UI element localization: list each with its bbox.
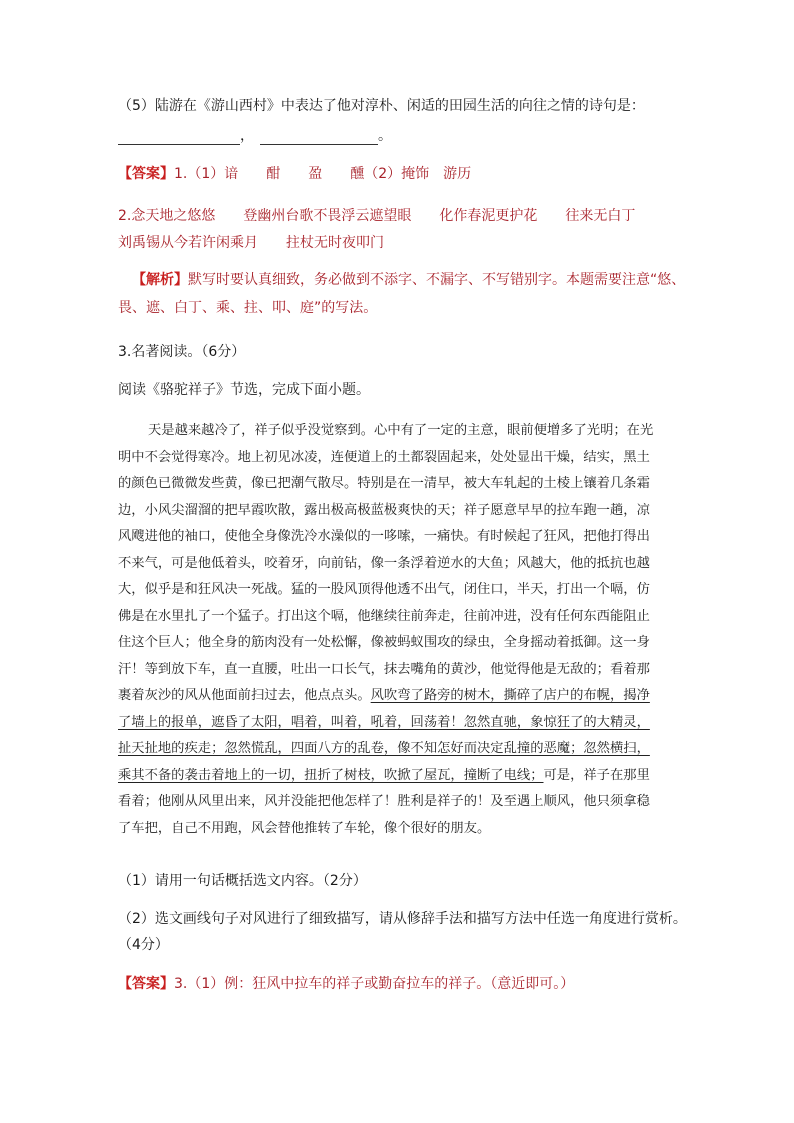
- passage-line: 汗！等到放下车，直一直腰，吐出一口长气，抹去嘴角的黄沙，他觉得他是无敌的；看着那: [118, 661, 650, 677]
- answer-tag: 【答案】: [118, 166, 174, 182]
- question-3-title: 3.名著阅读。（6分）: [118, 344, 246, 360]
- reading-passage: [118, 418, 678, 842]
- blank-separator: ，: [240, 128, 254, 144]
- answer-blank-1[interactable]: [118, 128, 240, 145]
- sub-question-2-line-1: （2）选文画线句子对风进行了细致描写，请从修辞手法和描写方法中任选一角度进行赏析。: [118, 911, 687, 927]
- passage-text: 可是，祥子在那里: [543, 767, 650, 783]
- blank-terminator: 。: [378, 128, 392, 144]
- underlined-sentence: 扯天扯地的疾走；忽然慌乱，四面八方的乱卷，像不知怎好而决定乱撞的恶魔；忽然横扫，: [118, 741, 650, 756]
- passage-line: 明中不会觉得寒冷。地上初见冰凌，连便道上的土都裂固起来，处处显出干燥，结实，黑土: [118, 449, 650, 465]
- passage-line: [118, 683, 678, 710]
- passage-line: 了车把，自己不用跑，风会替他推转了车轮，像个很好的朋友。: [118, 820, 491, 836]
- passage-line: 看着；他刚从风里出来，风并没能把他怎样了！胜利是祥子的！及至遇上顺风，他只须拿稳: [118, 794, 650, 809]
- passage-line: 不来气，可是他低着头，咬着牙，向前钻，像一条浮着逆水的大鱼；风越大，他的抵抗也越: [118, 555, 650, 571]
- answer-3-text: 3.（1）例：狂风中拉车的祥子或勤奋拉车的祥子。（意近即可。）: [174, 976, 575, 992]
- passage-line: 大，似乎是和狂风决一死战。猛的一股风顶得他透不出气，闭住口，半天，打出一个嗝，仿: [118, 582, 650, 597]
- answer-1: [118, 165, 471, 183]
- question-5-prompt: （5）陆游在《游山西村》中表达了他对淳朴、闲适的田园生活的向往之情的诗句是：: [118, 98, 645, 114]
- passage-line: 的颜色已微微发些黄，像已把潮气散尽。特别是在一清早，被大车轧起的土棱上镶着几条霜: [118, 476, 650, 491]
- question-3-instruction: 阅读《骆驼祥子》节选，完成下面小题。: [118, 382, 370, 398]
- sub-question-2-line-2: （4分）: [118, 937, 169, 953]
- analysis-tag: 【解析】: [132, 272, 188, 288]
- answer-2-line-2: 刘禹锡从今若许闲乘月 拄杖无时夜叩门: [118, 235, 384, 251]
- answer-3: [118, 975, 574, 993]
- answer-blank-2[interactable]: [260, 128, 378, 145]
- underlined-sentence: 了墙上的报单，遮昏了太阳，唱着，叫着，吼着，回荡着！忽然直驰，象惊狂了的大精灵，: [118, 714, 650, 730]
- underlined-sentence: 乘其不备的袭击着地上的一切，扭折了树枝，吹掀了屋瓦，撞断了电线；: [118, 767, 544, 783]
- answer-1-text: 1.（1）谙 酣 盈 醺（2）掩饰 游历: [174, 166, 472, 182]
- passage-line: 佛是在水里扎了一个猛子。打出这个嗝，他继续往前奔走，往前冲进，没有任何东西能阻止: [118, 608, 650, 624]
- analysis-line-2: 畏、遮、白丁、乘、拄、叩、庭”的写法。: [118, 300, 378, 316]
- underlined-sentence: 风吹弯了路旁的树木，撕碎了店户的布幌，揭净: [370, 688, 650, 703]
- analysis-line-1: [132, 271, 685, 289]
- answer-2-line-1: 2.念天地之悠悠 登幽州台歌不畏浮云遮望眼 化作春泥更护花 往来无白丁: [118, 208, 636, 224]
- sub-question-1: （1）请用一句话概括选文内容。（2分）: [118, 873, 367, 889]
- passage-line: 住这个巨人；他全身的筋肉没有一处松懈，像被蚂蚁围攻的绿虫，全身摇动着抵御。这一身: [118, 635, 650, 650]
- question-5-blanks: [118, 127, 392, 145]
- passage-line: 边，小风尖溜溜的把早霞吹散，露出极高极蓝极爽快的天；祥子愿意早早的拉车跑一趟，凉: [118, 502, 650, 518]
- passage-line: [118, 763, 678, 790]
- passage-text: 裹着灰沙的风从他面前扫过去，他点点头。: [118, 688, 371, 703]
- analysis-text: 默写时要认真细致，务必做到不添字、不漏字、不写错别字。本题需要注意“悠、: [188, 272, 686, 288]
- answer-tag: 【答案】: [118, 976, 174, 992]
- passage-line: 风飕进他的袖口，使他全身像洗冷水澡似的一哆嗦，一痛快。有时候起了狂风，把他打得出: [118, 529, 650, 544]
- passage-line: 天是越来越冷了，祥子似乎没觉察到。心中有了一定的主意，眼前便增多了光明；在光: [148, 423, 654, 438]
